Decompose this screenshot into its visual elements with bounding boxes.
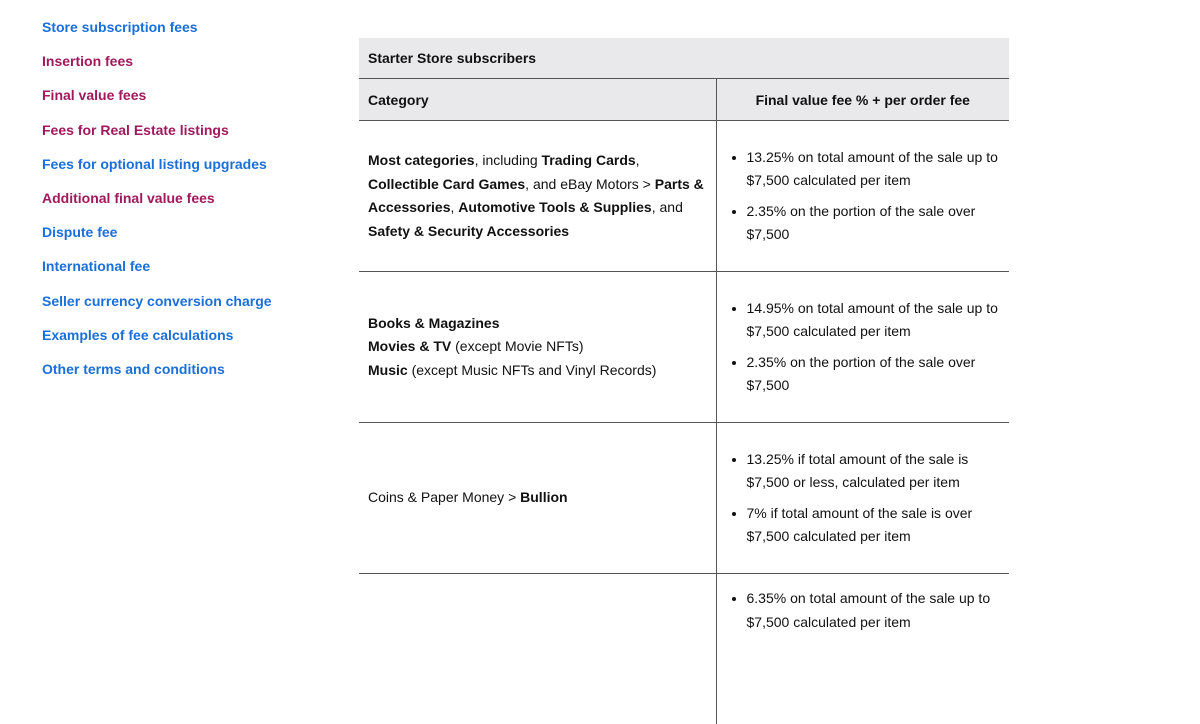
- category-cell: [359, 423, 716, 574]
- fee-cell: [716, 423, 1009, 574]
- fee-item: • 7% if total amount of the sale is over $7,500 calculated per item: [747, 502, 1004, 549]
- category-text: , and eBay Motors >: [525, 176, 655, 192]
- fee-cell: [716, 272, 1009, 423]
- category-text: Movies & TV: [368, 338, 451, 354]
- fee-item: • 14.95% on total amount of the sale up to $7,500 calculated per item: [747, 297, 1004, 344]
- table-row: [359, 574, 1009, 724]
- fee-cell: [716, 121, 1009, 272]
- category-text: Most categories: [368, 152, 475, 168]
- sidebar-nav: [42, 18, 272, 394]
- sidebar-link-additional-final-value-fees[interactable]: Additional final value fees: [42, 189, 272, 223]
- category-cell: [359, 272, 716, 423]
- category-text: Safety & Security Accessories: [368, 223, 569, 239]
- sidebar-link-international-fee[interactable]: International fee: [42, 257, 272, 291]
- category-text: (except Music NFTs and Vinyl Records): [408, 362, 657, 378]
- sidebar-link-optional-listing-upgrades[interactable]: Fees for optional listing upgrades: [42, 155, 272, 189]
- category-text: ,: [451, 199, 459, 215]
- column-header-category: Category: [359, 79, 716, 121]
- sidebar-link-fee-examples[interactable]: Examples of fee calculations: [42, 326, 272, 360]
- table-row: [359, 272, 1009, 423]
- fee-item: • 13.25% if total amount of the sale is $7,500 or less, calculated per item: [747, 448, 1004, 495]
- category-text: Music: [368, 362, 408, 378]
- category-text: , and: [652, 199, 683, 215]
- column-header-fee: Final value fee % + per order fee: [716, 79, 1009, 121]
- sidebar-link-dispute-fee[interactable]: Dispute fee: [42, 223, 272, 257]
- category-text: Automotive Tools & Supplies: [458, 199, 651, 215]
- sidebar-link-final-value-fees[interactable]: Final value fees: [42, 86, 272, 120]
- category-text: (except Movie NFTs): [451, 338, 583, 354]
- fee-table: [359, 38, 1009, 724]
- sidebar-link-store-subscription-fees[interactable]: Store subscription fees: [42, 18, 272, 52]
- category-cell: [359, 121, 716, 272]
- category-text: Trading Cards: [542, 152, 636, 168]
- category-text: , including: [475, 152, 542, 168]
- category-cell: [359, 574, 716, 724]
- sidebar-link-real-estate-fees[interactable]: Fees for Real Estate listings: [42, 121, 272, 155]
- category-text: Coins & Paper Money >: [368, 489, 520, 505]
- table-title: Starter Store subscribers: [359, 38, 1009, 79]
- category-text: ,: [636, 152, 640, 168]
- fee-item: • 2.35% on the portion of the sale over $7,500: [747, 200, 1004, 247]
- sidebar-link-currency-conversion[interactable]: Seller currency conversion charge: [42, 292, 272, 326]
- category-text: Parts & Accessories: [368, 176, 704, 216]
- category-text: Collectible Card Games: [368, 176, 525, 192]
- category-text: Bullion: [520, 489, 567, 505]
- fee-item: • 13.25% on total amount of the sale up to $7,500 calculated per item: [747, 146, 1004, 193]
- sidebar-link-insertion-fees[interactable]: Insertion fees: [42, 52, 272, 86]
- category-text: Books & Magazines: [368, 315, 499, 331]
- table-row: [359, 423, 1009, 574]
- sidebar-link-other-terms[interactable]: Other terms and conditions: [42, 360, 272, 394]
- fee-cell: [716, 574, 1009, 724]
- fee-item: • 6.35% on total amount of the sale up to $7,500 calculated per item: [747, 587, 1004, 634]
- table-row: [359, 121, 1009, 272]
- fee-item: • 2.35% on the portion of the sale over $7,500: [747, 351, 1004, 398]
